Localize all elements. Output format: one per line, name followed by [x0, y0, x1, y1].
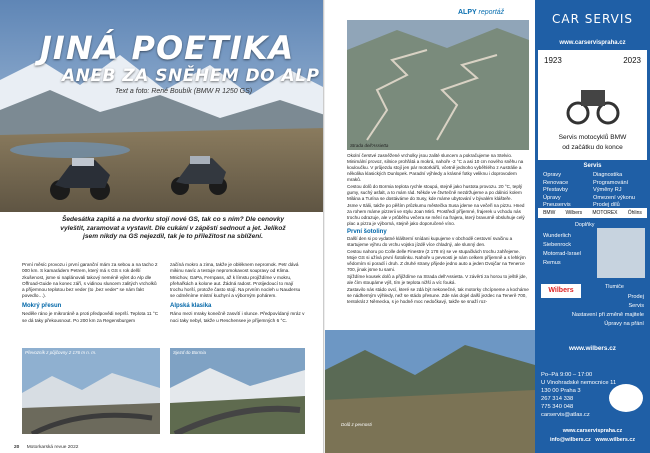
ad-tagline: od začátku do konce [562, 144, 623, 151]
photo-caption: Sjezd do Bormia [173, 350, 207, 355]
paragraph: Cestou nahoru po Colle delle Finestre (2 178 m) se ve stupačkách trochu zahřejeme. Moje GS si užívá první šotolinku. Nahoře u pevnosti je nám celkem příjemně a s lehkým vědomím si poradí i druh. Z druhé strany přijede jedno auto a jeden Dvojčar na Tenerce 700, jinak jsme tu sami. [347, 249, 526, 273]
photo-caption: Dolů z pevnosti [341, 422, 372, 427]
paragraph: Ráno mezi mraky konečně zasvítí i slunce. Předpovídaný mráz v noci taky nebyl, takže u Reschensee je příjemných 6 °C. [170, 311, 305, 323]
paragraph: Cestou dolů do Bormia teplota rychle stoupá, stejně jako hustota provozu. 20 °C, teplý gumy, suchý asfalt, a to mám rád. Někde ve čtvrtečně nezdržujeme a po dálnici kolem Milána a Turína se dostáváme do Susy, kde máme ubytování v bývalém klášteře. [347, 183, 523, 201]
footer-url[interactable]: www.carservispraha.cz [562, 428, 623, 434]
tlumice-item: Servis [628, 302, 644, 309]
paragraph: Neděle ráno je mikroráně a proti předpovědi neprší. Teplota 11 °C se dá taky překousnout. Po 200 km za Regensburgem [22, 311, 159, 323]
article-lead: Šedesátka zapitá a na dvorku stojí nové GS, tak co s ním? Dle cenovky vyleštit, zaramovat a vystavit. Dle cukání v zápěstí sednout a jet. Jelikož jsem nikdy na GS nejezdil, tak je to příležitost na sblížení. [60, 216, 286, 241]
tlumice-list [554, 293, 644, 329]
paragraph: začíná mokro a zima, takže je obléknem nepromok. Petr dává mikinu navíc a testuje nepromokavost soupravy od Klima. Mnichov, GaPa, Fernpass, až k límstu projíždíme v mokru, přehařkách a kolone aut. Žádná radost. Protijedoucí to mají trochu horší, protože často stojí. Na prvním nocleh u Naudersu se odměníme místní kuchyní a výborným pohárem. [170, 262, 301, 299]
wilbers-url[interactable]: www.wilbers.cz [569, 345, 616, 352]
section-heading: Alpská klasika [170, 302, 212, 309]
service-item: Omezení výkonu [593, 194, 635, 201]
paragraph: První měsíc provozu i první garanční mám za sebou a na tacho 2 000 km. S kamarádem Petrem, který má s GS s rok delší zkušenost, jsme si naplánovali takový neméně výlet do Alp dle Offroad-Guide na konec září, s vidinou sluncem zalitých vrcholků a příjemnou teplotou bez veder (to ,bez veder" se nám fakt povedlo…). [22, 262, 158, 299]
service-item: Prodej dílů [593, 202, 620, 209]
tlumice-heading: Tlumiče [605, 284, 624, 290]
page-number: 20 Motorkarská revue 2022 [14, 445, 79, 450]
hero-photo [0, 0, 325, 212]
service-item: Pneuservis [543, 202, 571, 209]
section-label: ALPY reportáž [458, 9, 505, 16]
section-title: ALPY [458, 9, 477, 16]
services-heading: Servis [583, 163, 602, 169]
paragraph: Okolní čerstvé zasněžené vrcholky jsou zalité sluncem a pokračujeme na Stelvio. Minimální provoz, silnice prohřátá a mokrá, nahoře -2 °C a asi 10 cm nového sněhu na kouloučku. V průjezdu stojí jen pár motorkářů, včetně jednoho vyběhlého z Austrálie a několika klasických Dunlopek. Paradní výhledy a krásné fotky veliknu i doprovodem mraků. [347, 153, 524, 182]
doplnky-item: Remus [543, 259, 561, 266]
vintage-motorcycle-icon [563, 68, 623, 128]
text-column-2 [170, 262, 305, 326]
service-item: Programování [593, 179, 629, 186]
article-title: JINÁ POETIKA [40, 29, 295, 67]
email-link[interactable]: carservis@atlas.cz [541, 411, 590, 418]
photo-descent [170, 348, 305, 434]
services-right [593, 172, 635, 210]
article-byline: Text a foto: René Boubík (BMW R 1250 GS) [115, 88, 253, 95]
services-left [543, 172, 571, 210]
car-servis-ad [535, 0, 650, 453]
photo-caption: Strada dell'Assietta [350, 143, 389, 148]
brand-logo: Öhlins [627, 210, 642, 216]
brand-logo: MOTOREX [592, 210, 618, 216]
doplnky-heading: Doplňky [575, 222, 595, 228]
photo-valley [325, 330, 535, 453]
service-item: Úpravy [543, 194, 561, 201]
service-item: Renovace [543, 179, 569, 186]
service-item: Výměny RJ [593, 187, 622, 194]
brand-logo: BMW [543, 210, 556, 216]
doplnky-item: Siebenrock [543, 241, 571, 248]
service-item: Opravy [543, 172, 562, 178]
doplnky-item: Motorrad-Israel [543, 250, 581, 257]
photo-serpentines [347, 20, 529, 150]
text-column-1 [22, 262, 160, 326]
photo-caption: Převozník z půjčovny 2 176 m n. m. [25, 350, 97, 355]
service-item: Diagnostika [593, 172, 623, 178]
tlumice-item: Úpravy na přání [604, 320, 644, 327]
ad-title: CAR SERVIS [552, 12, 633, 26]
section-heading: První šotoliny [347, 228, 387, 235]
tlumice-item: Nastavení při změně majitele [571, 311, 644, 318]
right-page [325, 0, 650, 453]
ad-history-box [538, 50, 647, 160]
tlumice-item: Prodej [627, 294, 644, 300]
contact-block: Po–Pá 9:00 – 17:00 U Vinohradské nemocnice 11 130 00 Praha 3 267 314 338 775 340 048 carservis@atlas.cz [541, 372, 617, 418]
brand-strip [538, 208, 647, 218]
ad-seal-logo [609, 384, 643, 412]
ad-tagline: Servis motocyklů BMW [558, 134, 627, 141]
wilbers-logo: Wilbers [541, 284, 581, 298]
section-heading: Mokrý přesun [22, 302, 62, 309]
year-right: 2023 [623, 56, 641, 65]
paragraph: Sjíždíme kousek dolů a přijíždíme na Strada dell'Assietta. V závěrti za horou to ještě jde, ale čím stoupáme výš, tím je teplota nižší a víc fouká. [347, 274, 527, 286]
paragraph: Další den si po vydatné klášterní snídani kupujeme v obchodě cestovní svačinu a startujeme výhru do vrchu vojsko jízdě více chladný, ale slunný den. [347, 236, 513, 248]
ad-url[interactable]: www.carservispraha.cz [539, 38, 646, 48]
doplnky-list [543, 232, 581, 268]
footer-mails: info@wilbers.cz www.wilbers.cz [549, 437, 636, 443]
paragraph: Zastavilo nás stádo ovcí, které se zdá být nekonečné, tak motorky chcípneme a kocháme se nádherným výhledy, než se stádo přesune. Zde nás dojel další jezdec na Tenerě 700, tentokrát z Německa, s je hodně moc nedočkavý, takže se snaží roz- [347, 287, 529, 305]
article-subtitle: ANEB ZA SNĚHEM DO ALP [62, 66, 320, 86]
brand-logo: Wilbers [565, 210, 583, 216]
service-item: Přestavby [543, 187, 568, 194]
photo-pass [22, 348, 160, 434]
doplnky-item: Wunderlich [543, 233, 571, 239]
parts-image [597, 228, 645, 278]
right-text [347, 153, 529, 306]
year-left: 1923 [544, 56, 562, 65]
paragraph: Jsme v Itálii, takže po pěším průzkumu městečka Susa jdeme na večeři na pizzu. Hned za rohem máme pizzerii ve stylu Joan Miró. Prostředí příjemné, frajerek u vchodu nás trochu odrazuje, ale v průběhu večera se mění na frajera, který bravurně obsluhuje celý plac a pizza je výborná, stejně jako doporučené víno. [347, 202, 525, 226]
